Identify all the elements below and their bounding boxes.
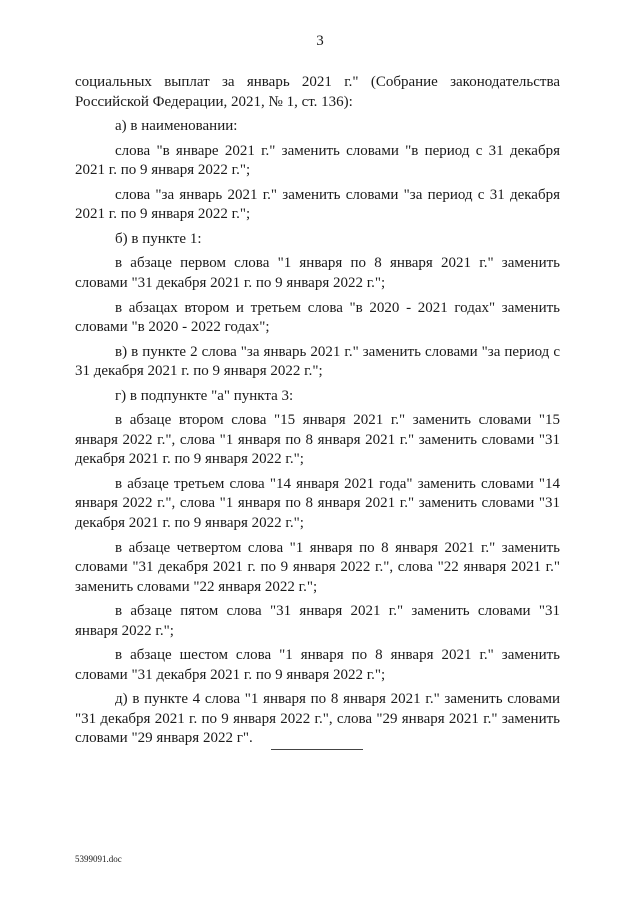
paragraph-7: в абзацах втором и третьем слова "в 2020 - 2021 годах" заменить словами "в 2020 - 2022 годах"; <box>75 299 560 336</box>
paragraph-13: в абзаце пятом слова "31 января 2021 г." заменить словами "31 января 2022 г."; <box>75 603 560 639</box>
paragraph-8: в) в пункте 2 слова "за январь 2021 г." заменить словами "за период с 31 декабря 2021 г. по 9 января 2022 г."; <box>75 343 560 380</box>
paragraph-6: в абзаце первом слова "1 января по 8 января 2021 г." заменить словами "31 декабря 2021 г. по 9 января 2022 г."; <box>75 255 560 291</box>
paragraph-11: в абзаце третьем слова "14 января 2021 года" заменить словами "14 января 2022 г.", слова "1 января по 8 января 2021 г." заменить словами "31 декабря 2021 г. по 9 января 2022 г."; <box>75 475 560 531</box>
paragraph-14: в абзаце шестом слова "1 января по 8 января 2021 г." заменить словами "31 декабря 2021 г. по 9 января 2022 г."; <box>75 647 560 683</box>
paragraph-9: г) в подпункте "а" пункта 3: <box>115 387 294 404</box>
paragraph-12: в абзаце четвертом слова "1 января по 8 января 2021 г." заменить словами "31 декабря 2021 г. по 9 января 2022 г.", слова "22 января 2021 г." заменить словами "22 января 2022 г."; <box>75 539 560 595</box>
paragraph-2: а) в наименовании: <box>115 118 238 135</box>
paragraph-3: слова "в январе 2021 г." заменить словами "в период с 31 декабря 2021 г. по 9 января 2022 г."; <box>75 142 560 179</box>
document-body <box>75 73 560 754</box>
paragraph-4: слова "за январь 2021 г." заменить словами "за период с 31 декабря 2021 г. по 9 января 2022 г."; <box>75 186 560 223</box>
page-number: 3 <box>316 33 324 49</box>
paragraph-15: д) в пункте 4 слова "1 января по 8 января 2021 г." заменить словами "31 декабря 2021 г. по 9 января 2022 г.", слова "29 января 2021 г." заменить словами "29 января 2022 г". <box>75 691 560 747</box>
paragraph-1: социальных выплат за январь 2021 г." (Собрание законодательства Российской Федерации, 2021, № 1, ст. 136): <box>75 74 560 110</box>
end-divider <box>271 749 363 750</box>
paragraph-5: б) в пункте 1: <box>115 230 202 247</box>
paragraph-10: в абзаце втором слова "15 января 2021 г." заменить словами "15 января 2022 г.", слова "1 января по 8 января 2021 г." заменить словами "31 декабря 2021 г. по 9 января 2022 г."; <box>75 412 560 468</box>
document-filename: 5399091.doc <box>75 854 122 864</box>
